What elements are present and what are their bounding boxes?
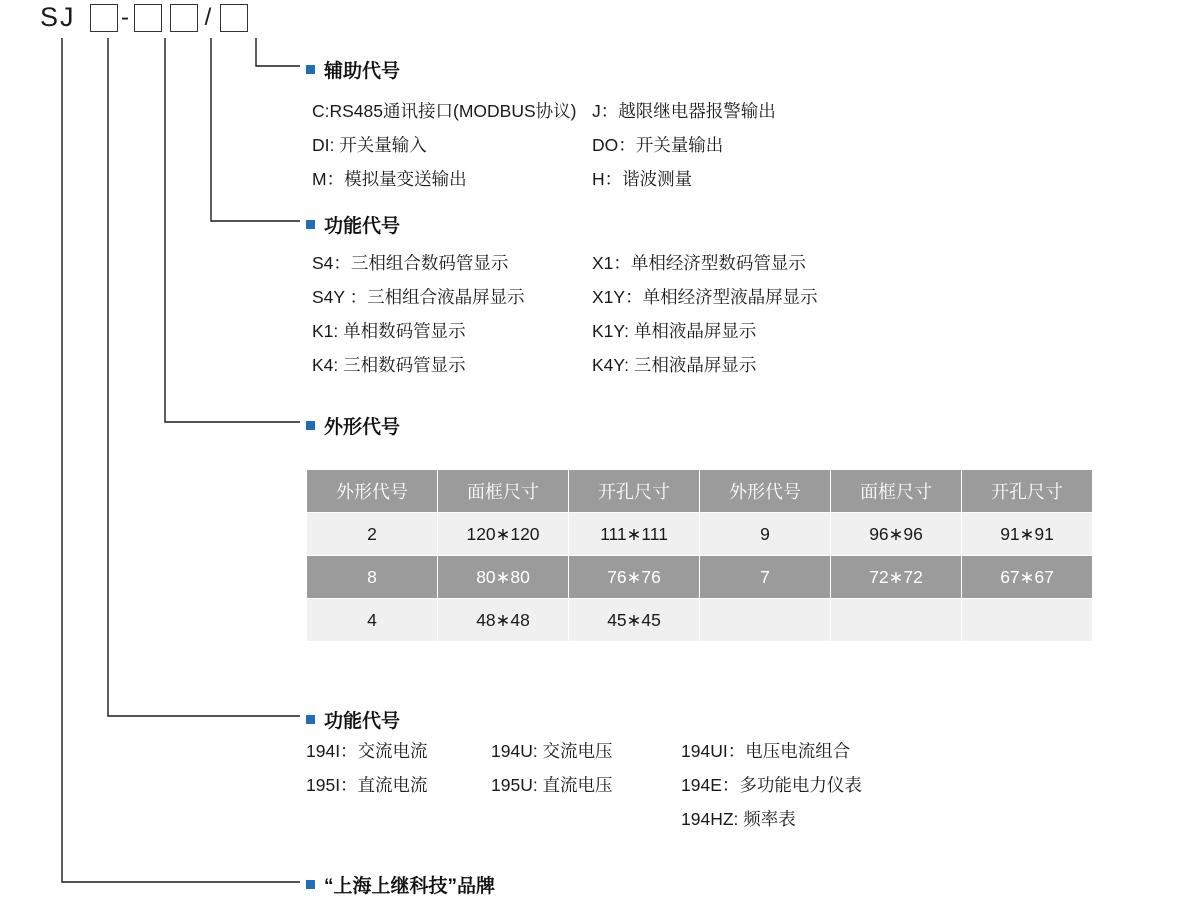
section-title-shape xyxy=(306,412,400,439)
type-item-col3: 194HZ: 频率表 xyxy=(681,809,796,829)
table-header-cell: 外形代号 xyxy=(700,470,831,513)
aux-item-right: DO：开关量输出 xyxy=(592,135,724,155)
table-header-row xyxy=(307,470,1093,513)
type-item-col3: 194E：多功能电力仪表 xyxy=(681,775,862,795)
table-cell: 76∗76 xyxy=(569,556,700,599)
section-label: 外形代号 xyxy=(324,417,401,438)
display-item-right: X1：单相经济型数码管显示 xyxy=(592,253,806,273)
table-header-cell: 开孔尺寸 xyxy=(962,470,1093,513)
table-cell: 67∗67 xyxy=(962,556,1093,599)
function-display-items xyxy=(312,246,818,382)
list-item xyxy=(312,348,818,382)
display-item-right: K1Y: 单相液晶屏显示 xyxy=(592,321,757,341)
table-cell: 96∗96 xyxy=(831,513,962,556)
model-box-2 xyxy=(134,4,162,32)
list-item xyxy=(312,162,776,196)
table-cell: 45∗45 xyxy=(569,599,700,642)
model-slash: / xyxy=(204,3,213,31)
type-item-col2: 195U: 直流电压 xyxy=(491,775,613,795)
table-row xyxy=(307,513,1093,556)
section-title-aux xyxy=(306,56,400,83)
list-item xyxy=(306,802,862,836)
aux-items xyxy=(312,94,776,196)
list-item xyxy=(312,280,818,314)
section-label: 辅助代号 xyxy=(324,61,401,82)
model-dash: - xyxy=(121,3,131,31)
table-header-cell: 面框尺寸 xyxy=(438,470,569,513)
aux-item-right: J：越限继电器报警输出 xyxy=(592,101,776,121)
dimension-table-wrap xyxy=(306,469,1093,642)
section-title-function-display xyxy=(306,211,400,238)
aux-item-left: M：模拟量变送输出 xyxy=(312,169,467,189)
type-item-col3: 194UI：电压电流组合 xyxy=(681,741,851,761)
table-row xyxy=(307,556,1093,599)
table-row xyxy=(307,599,1093,642)
table-cell: 7 xyxy=(700,556,831,599)
dimension-table xyxy=(306,469,1093,642)
type-item-col2 xyxy=(491,802,681,836)
model-box-3 xyxy=(170,4,198,32)
section-title-function-type xyxy=(306,706,400,733)
section-label: 功能代号 xyxy=(324,216,401,237)
table-header-cell: 外形代号 xyxy=(307,470,438,513)
section-label: 功能代号 xyxy=(324,711,401,732)
type-item-col1: 194I：交流电流 xyxy=(306,741,428,761)
list-item xyxy=(312,94,776,128)
table-cell: 80∗80 xyxy=(438,556,569,599)
display-item-left: S4Y ：三相组合液晶屏显示 xyxy=(312,287,525,307)
model-box-4 xyxy=(220,4,248,32)
type-item-col1: 195I：直流电流 xyxy=(306,775,428,795)
bullet-square-icon xyxy=(306,421,315,430)
display-item-right: K4Y: 三相液晶屏显示 xyxy=(592,355,757,375)
list-item xyxy=(312,128,776,162)
model-box-1 xyxy=(90,4,118,32)
bullet-square-icon xyxy=(306,220,315,229)
table-cell xyxy=(700,599,831,642)
list-item xyxy=(306,734,862,768)
list-item xyxy=(306,768,862,802)
aux-item-left: DI: 开关量输入 xyxy=(312,135,427,155)
display-item-left: S4：三相组合数码管显示 xyxy=(312,253,509,273)
aux-item-left: C:RS485通讯接口(MODBUS协议) xyxy=(312,101,577,121)
section-title-brand xyxy=(306,871,495,898)
table-cell xyxy=(831,599,962,642)
table-cell: 91∗91 xyxy=(962,513,1093,556)
model-code xyxy=(40,2,248,33)
section-label: “上海上继科技”品牌 xyxy=(324,876,496,897)
table-cell: 4 xyxy=(307,599,438,642)
list-item xyxy=(312,314,818,348)
table-cell: 2 xyxy=(307,513,438,556)
table-cell xyxy=(962,599,1093,642)
function-type-items xyxy=(306,734,862,836)
bullet-square-icon xyxy=(306,65,315,74)
table-cell: 9 xyxy=(700,513,831,556)
table-cell: 72∗72 xyxy=(831,556,962,599)
table-header-cell: 面框尺寸 xyxy=(831,470,962,513)
type-item-col2: 194U: 交流电压 xyxy=(491,741,613,761)
type-item-col1 xyxy=(306,802,491,836)
list-item xyxy=(312,246,818,280)
display-item-right: X1Y：单相经济型液晶屏显示 xyxy=(592,287,818,307)
display-item-left: K4: 三相数码管显示 xyxy=(312,355,466,375)
bullet-square-icon xyxy=(306,715,315,724)
table-cell: 120∗120 xyxy=(438,513,569,556)
model-prefix: SJ xyxy=(40,2,76,32)
display-item-left: K1: 单相数码管显示 xyxy=(312,321,466,341)
table-cell: 111∗111 xyxy=(569,513,700,556)
aux-item-right: H：谐波测量 xyxy=(592,169,693,189)
bullet-square-icon xyxy=(306,880,315,889)
table-header-cell: 开孔尺寸 xyxy=(569,470,700,513)
table-cell: 48∗48 xyxy=(438,599,569,642)
table-cell: 8 xyxy=(307,556,438,599)
